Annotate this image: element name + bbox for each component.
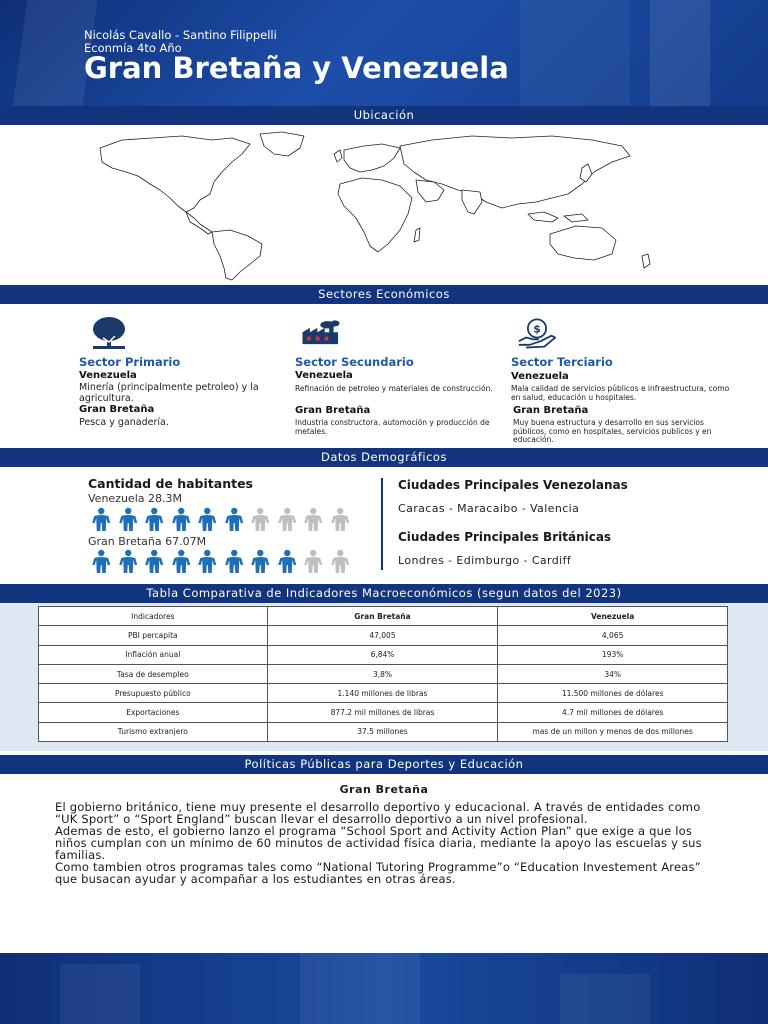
course-label: Econmía 4to Año <box>84 41 182 55</box>
table-cell: Presupuesto público <box>39 684 268 703</box>
sector-title: Sector Primario <box>79 355 181 369</box>
venezuela-population: Venezuela 28.3M <box>88 492 182 505</box>
venezuela-people-chart <box>88 507 353 531</box>
person-icon-filled <box>141 549 168 573</box>
authors-names: Nicolás Cavallo - Santino Filippelli <box>84 28 277 42</box>
venezuela-label: Venezuela <box>511 371 569 382</box>
table-cell: 1.140 millones de libras <box>267 684 498 703</box>
person-icon-filled <box>168 507 195 531</box>
person-icon-filled <box>221 507 248 531</box>
person-icon-empty <box>274 507 301 531</box>
gb-label: Gran Bretaña <box>513 405 589 416</box>
person-icon-filled <box>88 549 115 573</box>
person-icon-filled <box>247 549 274 573</box>
section-band-location: Ubicación <box>0 106 768 125</box>
venezuela-label: Venezuela <box>295 370 353 381</box>
money-hand-icon <box>517 316 557 350</box>
table-cell: mas de un millon y menos de dos millones <box>498 722 728 741</box>
macro-table <box>38 606 728 742</box>
person-icon-filled <box>88 507 115 531</box>
table-cell: 34% <box>498 664 728 683</box>
venezuela-text: Refinación de petroleo y materiales de construcción. <box>295 384 493 393</box>
table-cell: 37.5 millones <box>267 722 498 741</box>
table-cell: PBI percapita <box>39 626 268 645</box>
table-cell: Tasa de desempleo <box>39 664 268 683</box>
population-title: Cantidad de habitantes <box>88 476 253 491</box>
header-venezuela: Venezuela <box>498 607 728 626</box>
person-icon-empty <box>247 507 274 531</box>
venezuela-text: Mala calidad de servicios públicos e infraestructura, como en salud, educación u hospitales. <box>511 384 730 402</box>
factory-icon <box>301 316 341 350</box>
gb-text: Pesca y ganadería. <box>79 417 169 428</box>
person-icon-filled <box>168 549 195 573</box>
venezuela-text: Minería (principalmente petroleo) y la agricultura. <box>79 382 259 404</box>
gb-label: Gran Bretaña <box>79 404 155 415</box>
venezuela-label: Venezuela <box>79 370 137 381</box>
tree-icon <box>89 316 129 350</box>
gb-people-chart <box>88 549 353 573</box>
header-gran-bretana: Gran Bretaña <box>267 607 498 626</box>
gb-label: Gran Bretaña <box>295 405 371 416</box>
page-title: Gran Bretaña y Venezuela <box>84 51 509 85</box>
table-cell: Exportaciones <box>39 703 268 722</box>
table-cell: Turismo extranjero <box>39 722 268 741</box>
table-cell: 193% <box>498 645 728 664</box>
table-header-row <box>39 607 728 626</box>
person-icon-empty <box>300 507 327 531</box>
sector-title: Sector Secundario <box>295 355 414 369</box>
demographic-divider <box>381 478 383 570</box>
person-icon-filled <box>221 549 248 573</box>
person-icon-filled <box>194 549 221 573</box>
policies-paragraph: Ademas de esto, el gobierno lanzo el programa “School Sport and Activity Action Plan” que exige a que los niños cumplan con un mínimo de 60 minutos de actividad física diaria, mediante la apoyo las escuelas y sus familias. <box>55 824 702 862</box>
world-map <box>82 128 686 284</box>
table-row <box>39 703 728 722</box>
person-icon-filled <box>115 507 142 531</box>
policies-text <box>55 801 715 885</box>
sector-title: Sector Terciario <box>511 355 613 369</box>
policies-paragraph: Como tambien otros programas tales como “National Tutoring Programme”o “Education Investement Areas” que busacan ayudar y acompañar a los estudiantes en otras áreas. <box>55 860 701 886</box>
table-row <box>39 626 728 645</box>
person-icon-empty <box>327 507 354 531</box>
policies-subtitle: Gran Bretaña <box>339 783 429 796</box>
table-row <box>39 645 728 664</box>
gb-population: Gran Bretaña 67.07M <box>88 535 207 548</box>
footer-banner <box>0 953 768 1024</box>
ven-cities-list: Caracas - Maracaibo - Valencia <box>398 502 580 515</box>
section-band-economic: Sectores Económicos <box>0 285 768 304</box>
person-icon-filled <box>141 507 168 531</box>
svg-text:$: $ <box>533 322 541 336</box>
population-block <box>88 476 368 548</box>
ven-cities-title: Ciudades Principales Venezolanas <box>398 478 628 492</box>
table-row <box>39 664 728 683</box>
person-icon-empty <box>327 549 354 573</box>
gb-text: Industria constructora, automoción y producción de metales. <box>295 418 490 436</box>
table-cell: 877.2 mil millones de libras <box>267 703 498 722</box>
gb-cities-list: Londres - Edimburgo - Cardiff <box>398 554 572 567</box>
gb-text: Muy buena estructura y desarrollo en sus servicios públicos, como en hospitales, servicios publicos y en educación. <box>513 418 712 444</box>
section-band-table: Tabla Comparativa de Indicadores Macroeconómicos (segun datos del 2023) <box>0 584 768 603</box>
person-icon-filled <box>194 507 221 531</box>
table-cell: 11.500 millones de dólares <box>498 684 728 703</box>
section-band-demographic: Datos Demográficos <box>0 448 768 467</box>
person-icon-filled <box>274 549 301 573</box>
table-row <box>39 722 728 741</box>
table-row <box>39 684 728 703</box>
header-indicadores: Indicadores <box>39 607 268 626</box>
section-band-policies: Políticas Públicas para Deportes y Educación <box>0 755 768 774</box>
table-cell: Inflación anual <box>39 645 268 664</box>
header-banner <box>0 0 768 106</box>
table-cell: 4.7 mil millones de dólares <box>498 703 728 722</box>
table-cell: 4,065 <box>498 626 728 645</box>
person-icon-filled <box>115 549 142 573</box>
table-cell: 47,005 <box>267 626 498 645</box>
person-icon-empty <box>300 549 327 573</box>
policies-paragraph: El gobierno británico, tiene muy presente el desarrollo deportivo y educacional. A través de entidades como “UK Sport” o “Sport England” buscan llevar el desarrollo deportivo a un nivel profesional. <box>55 800 701 826</box>
gb-cities-title: Ciudades Principales Británicas <box>398 530 612 544</box>
table-cell: 3,8% <box>267 664 498 683</box>
table-cell: 6,84% <box>267 645 498 664</box>
